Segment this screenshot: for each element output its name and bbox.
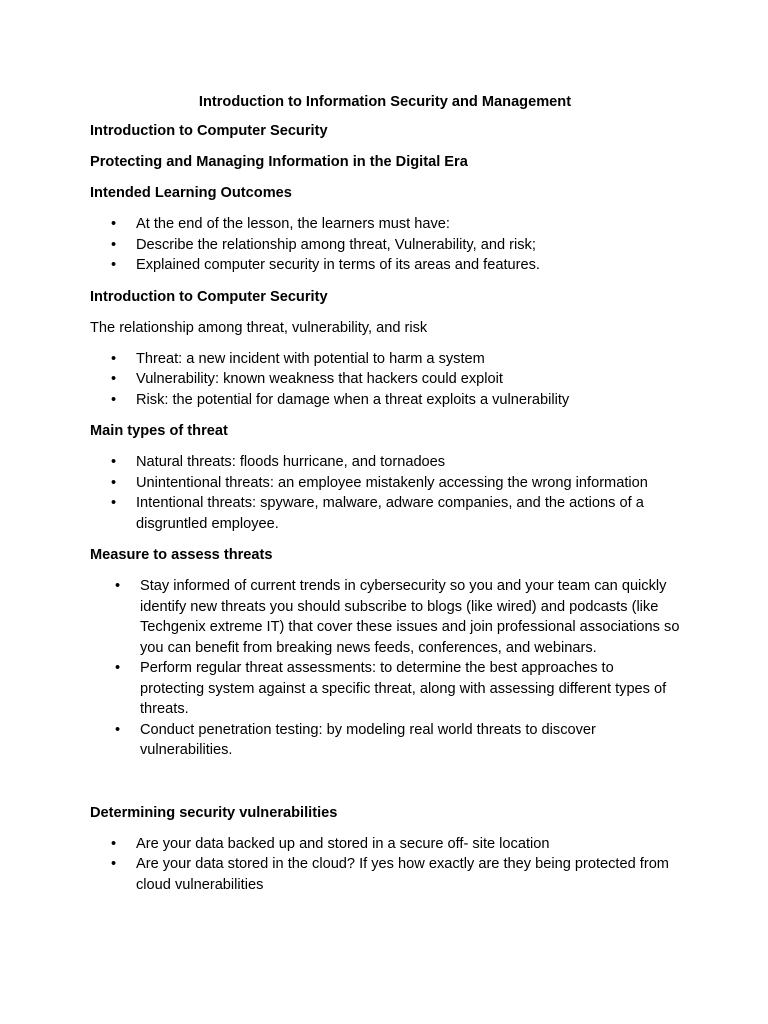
list-item <box>90 576 680 658</box>
section-heading-vulnerabilities: Determining security vulnerabilities <box>90 804 338 821</box>
section-heading-assess-threats: Measure to assess threats <box>90 547 273 563</box>
list-item <box>90 834 680 855</box>
document-title: Introduction to Information Security and Management <box>198 94 572 110</box>
bullet-icon: • <box>111 236 117 253</box>
list-item-text: Are your data stored in the cloud? If yes how exactly are they being protected from cloud vulnerabilities <box>136 856 669 893</box>
measures-list <box>90 576 680 761</box>
list-item <box>90 214 680 235</box>
bullet-icon: • <box>115 721 121 738</box>
bullet-icon: • <box>115 660 121 676</box>
bullet-icon: • <box>111 835 117 852</box>
list-item <box>90 235 680 256</box>
learning-outcomes-list <box>90 214 680 276</box>
list-item-text: Are your data backed up and stored in a secure off- site location <box>136 835 550 852</box>
bullet-icon: • <box>111 856 117 872</box>
section-heading-computer-security: Introduction to Computer Security <box>90 123 328 139</box>
list-item-text: Intentional threats: spyware, malware, adware companies, and the actions of a disgruntled employee. <box>136 495 644 532</box>
bullet-icon: • <box>111 454 117 470</box>
bullet-icon: • <box>111 474 117 491</box>
list-item-text: Conduct penetration testing: by modeling real world threats to discover vulnerabilities. <box>140 721 596 758</box>
list-item <box>90 473 680 494</box>
list-item-text: Natural threats: floods hurricane, and tornadoes <box>136 454 446 470</box>
list-item <box>90 255 680 276</box>
document-page <box>90 93 680 906</box>
bullet-icon: • <box>111 257 117 273</box>
blank-line <box>90 772 680 803</box>
list-item <box>90 720 680 761</box>
list-item <box>90 452 680 473</box>
list-item-text: At the end of the lesson, the learners must have: <box>136 216 450 232</box>
list-item <box>90 493 680 534</box>
bullet-icon: • <box>111 216 117 232</box>
list-item-text: Risk: the potential for damage when a threat exploits a vulnerability <box>136 391 570 408</box>
relationship-intro: The relationship among threat, vulnerability, and risk <box>90 319 428 336</box>
bullet-icon: • <box>115 578 121 594</box>
list-item <box>90 369 680 390</box>
relationship-list <box>90 349 680 411</box>
vulnerability-questions-list <box>90 834 680 896</box>
list-item-text: Unintentional threats: an employee mistakenly accessing the wrong information <box>136 474 648 491</box>
list-item-text: Stay informed of current trends in cybersecurity so you and your team can quickly identify new threats you should subscribe to blogs (like wired) and podcasts (like Techgenix extreme IT) that cover these issues and join professional associations so you can benefit from breaking news feeds, conferences, and webinars. <box>140 578 680 656</box>
threat-types-list <box>90 452 680 534</box>
list-item-text: Describe the relationship among threat, Vulnerability, and risk; <box>136 236 536 253</box>
list-item-text: Vulnerability: known weakness that hackers could exploit <box>136 371 503 387</box>
list-item <box>90 349 680 370</box>
section-heading-learning-outcomes: Intended Learning Outcomes <box>90 185 292 201</box>
bullet-icon: • <box>111 391 117 408</box>
list-item <box>90 658 680 720</box>
section-heading-threat-types: Main types of threat <box>90 423 228 439</box>
list-item-text: Explained computer security in terms of its areas and features. <box>136 257 540 273</box>
list-item <box>90 854 680 895</box>
list-item <box>90 390 680 411</box>
bullet-icon: • <box>111 350 117 367</box>
bullet-icon: • <box>111 495 117 511</box>
bullet-icon: • <box>111 371 117 387</box>
section-heading-computer-security-2: Introduction to Computer Security <box>90 288 328 305</box>
list-item-text: Perform regular threat assessments: to determine the best approaches to protecting system against a specific threat, along with assessing different types of threats. <box>140 660 667 717</box>
section-heading-protecting-information: Protecting and Managing Information in the Digital Era <box>90 154 468 170</box>
list-item-text: Threat: a new incident with potential to harm a system <box>136 350 485 367</box>
